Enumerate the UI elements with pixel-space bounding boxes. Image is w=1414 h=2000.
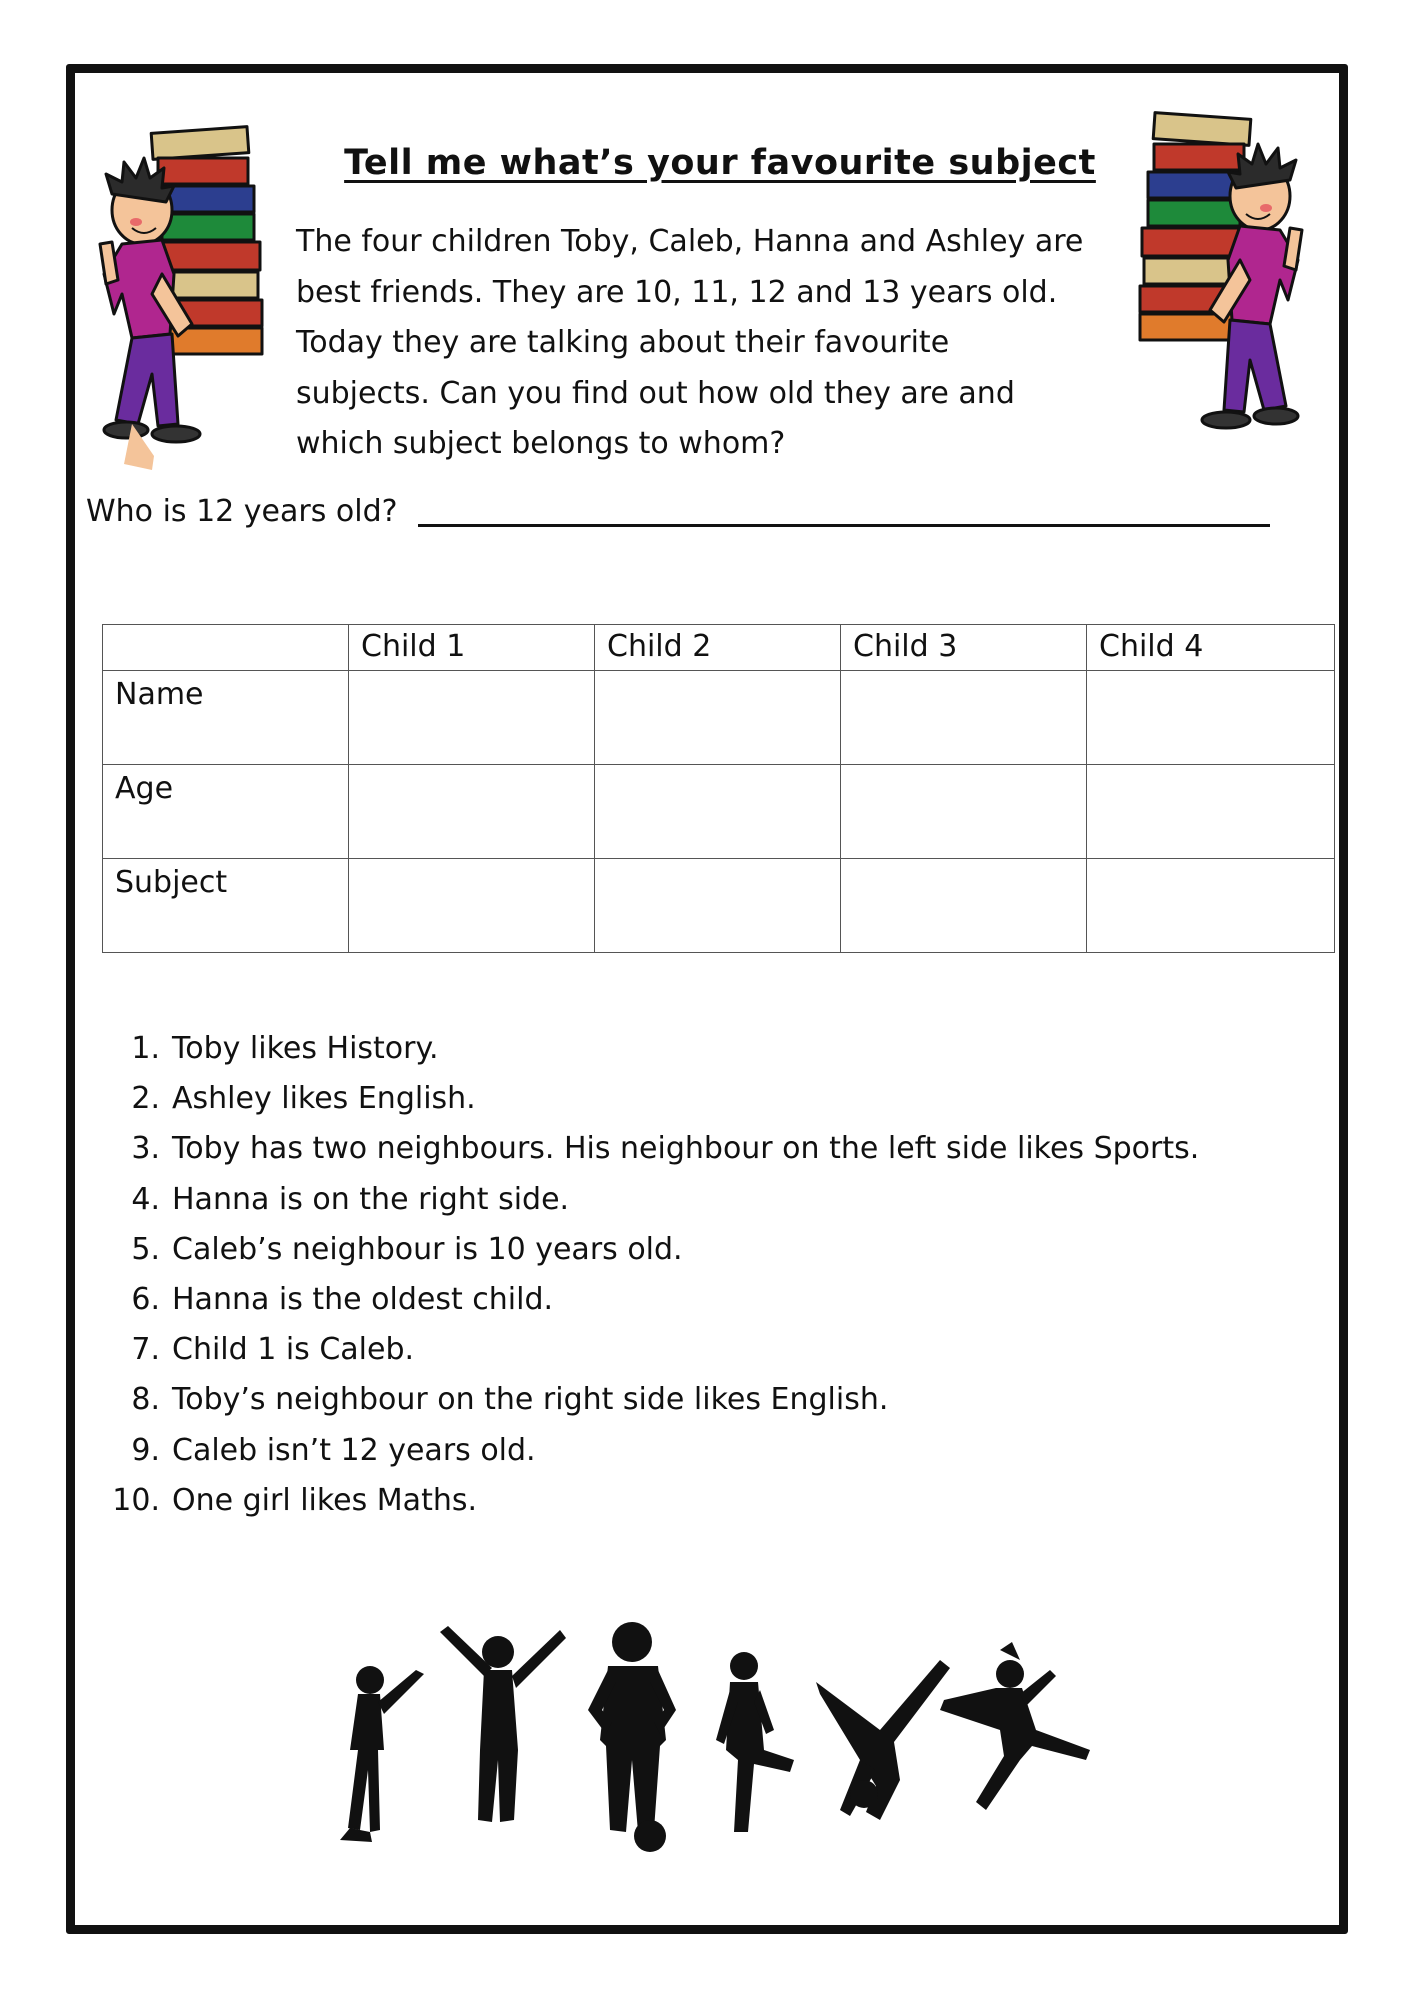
- list-item: [110, 1074, 1310, 1124]
- clue-number: 9.: [131, 1432, 160, 1468]
- list-item: [110, 1476, 1310, 1526]
- column-header: Child 4: [1087, 625, 1335, 671]
- clue-text: One girl likes Maths.: [172, 1482, 478, 1518]
- clue-number: 2.: [131, 1081, 160, 1117]
- answer-cell[interactable]: [595, 765, 841, 859]
- clue-text: Toby’s neighbour on the right side likes English.: [172, 1382, 889, 1418]
- clue-text: Toby has two neighbours. His neighbour on the left side likes Sports.: [172, 1131, 1200, 1167]
- clue-number: 5.: [131, 1231, 160, 1267]
- clue-number: 6.: [131, 1281, 160, 1317]
- table-header-row: [103, 625, 1335, 671]
- intro-line: Today they are talking about their favourite: [296, 325, 950, 360]
- intro-paragraph: [296, 217, 1136, 470]
- list-item: [110, 1375, 1310, 1425]
- list-item: [110, 1426, 1310, 1476]
- answer-cell[interactable]: [841, 671, 1087, 765]
- table-row: [103, 765, 1335, 859]
- table-row: [103, 859, 1335, 953]
- answer-cell[interactable]: [349, 765, 595, 859]
- clue-text: Child 1 is Caleb.: [172, 1332, 415, 1368]
- answer-cell[interactable]: [1087, 671, 1335, 765]
- column-header: Child 3: [841, 625, 1087, 671]
- clue-number: 3.: [131, 1131, 160, 1167]
- intro-line: subjects. Can you find out how old they are and: [296, 375, 1015, 411]
- answer-table: [102, 624, 1335, 953]
- answer-cell[interactable]: [1087, 859, 1335, 953]
- clue-text: Hanna is the oldest child.: [172, 1281, 554, 1317]
- table-row: [103, 671, 1335, 765]
- table-corner-cell: [103, 625, 349, 671]
- list-item: [110, 1325, 1310, 1375]
- answer-cell[interactable]: [349, 859, 595, 953]
- column-header: Child 1: [349, 625, 595, 671]
- clue-text: Hanna is on the right side.: [172, 1181, 570, 1217]
- answer-cell[interactable]: [1087, 765, 1335, 859]
- answer-cell[interactable]: [841, 765, 1087, 859]
- boy-carrying-books-icon: [1120, 110, 1310, 460]
- clue-text: Toby likes History.: [172, 1031, 439, 1066]
- clue-number: 7.: [131, 1332, 160, 1368]
- boy-carrying-books-icon: [92, 124, 282, 474]
- row-header: Name: [103, 671, 349, 765]
- list-item: [110, 1175, 1310, 1225]
- answer-cell[interactable]: [595, 671, 841, 765]
- question-text: Who is 12 years old?: [86, 494, 398, 529]
- answer-cell[interactable]: [349, 671, 595, 765]
- list-item: [110, 1275, 1310, 1325]
- intro-line: which subject belongs to whom?: [296, 426, 786, 461]
- list-item: [110, 1124, 1310, 1174]
- answer-cell[interactable]: [841, 859, 1087, 953]
- clue-number: 10.: [112, 1482, 160, 1518]
- answer-cell[interactable]: [595, 859, 841, 953]
- children-silhouettes-icon: [320, 1610, 1100, 1860]
- clue-number: 8.: [131, 1382, 160, 1418]
- clue-number: 1.: [131, 1031, 160, 1066]
- column-header: Child 2: [595, 625, 841, 671]
- answer-line[interactable]: [418, 524, 1270, 527]
- intro-line: best friends. They are 10, 11, 12 and 13 years old.: [296, 274, 1058, 310]
- clue-list: [110, 1024, 1310, 1526]
- clue-text: Caleb’s neighbour is 10 years old.: [172, 1231, 683, 1267]
- worksheet-title: Tell me what’s your favourite subject: [344, 143, 1096, 183]
- clue-text: Ashley likes English.: [172, 1081, 476, 1117]
- row-header: Age: [103, 765, 349, 859]
- row-header: Subject: [103, 859, 349, 953]
- list-item: [110, 1225, 1310, 1275]
- clue-number: 4.: [131, 1181, 160, 1217]
- list-item: [110, 1024, 1310, 1074]
- intro-line: The four children Toby, Caleb, Hanna and Ashley are: [296, 224, 1084, 259]
- clue-text: Caleb isn’t 12 years old.: [172, 1432, 536, 1468]
